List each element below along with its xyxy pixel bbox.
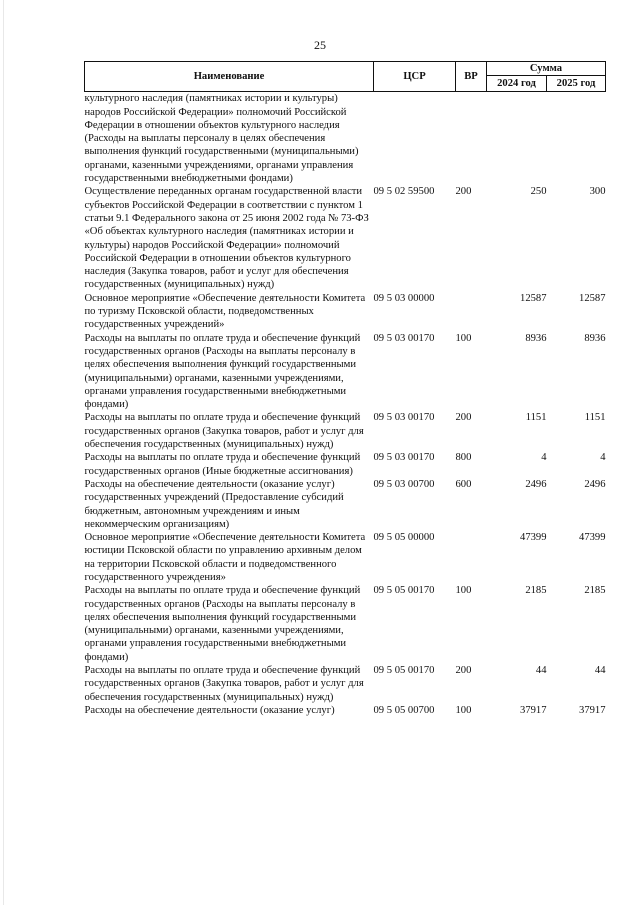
table-row — [85, 292, 606, 332]
row-csr-cell: 09 5 05 00170 — [373, 585, 435, 597]
row-csr-cell: 09 5 03 00170 — [373, 452, 435, 464]
row-name-cell: Основное мероприятие «Обеспечение деятельности Комитета юстиции Псковской области по управлению архивным делом на территории Псковской области и подведомственного государственного учреждения» — [84, 532, 366, 583]
row-amount-2025-cell: 2496 — [584, 478, 606, 490]
row-csr-cell — [374, 92, 456, 186]
row-amount-2024-cell: 44 — [535, 665, 547, 677]
row-vr-cell: 100 — [455, 585, 472, 597]
row-csr-cell: 09 5 03 00170 — [373, 332, 435, 344]
row-vr-cell — [456, 292, 487, 332]
row-amount-2024-cell: 8936 — [525, 332, 547, 344]
row-vr-cell — [456, 92, 487, 186]
row-csr-cell: 09 5 05 00700 — [373, 704, 435, 716]
row-amount-2025-cell: 300 — [589, 186, 606, 198]
row-csr-cell: 09 5 02 59500 — [373, 186, 435, 198]
row-amount-2024-cell: 12587 — [520, 292, 547, 304]
row-name-cell: Расходы на выплаты по оплате труда и обеспечение функций государственных органов (Иные бюджетные ассигнования) — [84, 452, 361, 477]
row-name-cell: Осуществление переданных органам государственной власти субъектов Российской Федерации в соответствии с пунктом 1 статьи 9.1 Федерального закона от 25 июня 2002 года № 73-ФЗ «Об объектах культурного наследия (памятниках истории и культуры) народов Российской Федерации» полномочий Российской Федерации в отношении объектов культурного наследия (Закупка товаров, работ и услуг для обеспечения государственных (муниципальных) нужд) — [84, 186, 369, 291]
row-amount-2025-cell: 1151 — [584, 412, 606, 424]
row-vr-cell: 200 — [455, 412, 472, 424]
row-name-cell: культурного наследия (памятниках истории и культуры) народов Российской Федерации» полномочий Российской Федерации в отношении объектов культурного наследия (Расходы на выплаты персоналу в целях обеспечения выполнения функций государственными (муниципальными) органами, казенными учреждениями, органами управления государственными внебюджетными фондами) — [84, 93, 359, 185]
table-row — [85, 185, 606, 291]
row-vr-cell: 200 — [455, 665, 472, 677]
table-header — [85, 62, 606, 92]
row-amount-2024-cell: 2496 — [525, 478, 547, 490]
header-vr: ВР — [456, 62, 487, 92]
row-name-cell: Расходы на обеспечение деятельности (оказание услуг) государственных учреждений (Предоставление субсидий бюджетным, автономным учреждениям и иным некоммерческим организациям) — [84, 478, 344, 530]
row-amount-2024-cell — [487, 92, 547, 186]
table-row — [85, 92, 606, 186]
row-amount-2025-cell: 12587 — [579, 292, 606, 304]
row-name-cell: Основное мероприятие «Обеспечение деятельности Комитета по туризму Псковской области, подведомственных государственных учреждений» — [84, 292, 366, 331]
header-sum: Сумма — [487, 62, 606, 76]
header-year-2025: 2025 год — [547, 76, 606, 92]
row-amount-2025-cell: 8936 — [584, 332, 606, 344]
table-body — [85, 92, 606, 717]
row-vr-cell — [456, 531, 487, 584]
table-row — [85, 704, 606, 717]
row-name-cell: Расходы на выплаты по оплате труда и обеспечение функций государственных органов (Расходы на выплаты персоналу в целях обеспечения выполнения функций государственными (муниципальными) органами, казенными учреждениями, органами управления государственными внебюджетными фондами) — [84, 585, 361, 663]
header-year-2024: 2024 год — [487, 76, 547, 92]
row-vr-cell: 100 — [455, 332, 472, 344]
row-csr-cell: 09 5 05 00170 — [373, 665, 435, 677]
row-amount-2024-cell: 250 — [530, 186, 547, 198]
budget-table — [84, 61, 606, 717]
table-row — [85, 531, 606, 584]
row-amount-2024-cell: 1151 — [525, 412, 547, 424]
row-vr-cell: 100 — [455, 704, 472, 716]
table-row — [85, 411, 606, 451]
table-row — [85, 664, 606, 704]
row-vr-cell: 200 — [455, 186, 472, 198]
row-csr-cell: 09 5 03 00700 — [373, 478, 435, 490]
row-amount-2025-cell: 37917 — [579, 704, 606, 716]
row-csr-cell: 09 5 03 00000 — [373, 292, 435, 304]
row-name-cell: Расходы на выплаты по оплате труда и обеспечение функций государственных органов (Расходы на выплаты персоналу в целях обеспечения выполнения функций государственными (муниципальными) органами, казенными учреждениями, органами управления государственными внебюджетными фондами) — [84, 332, 361, 411]
table-row — [85, 332, 606, 412]
row-vr-cell: 800 — [455, 452, 472, 464]
row-amount-2025-cell — [547, 92, 606, 186]
header-csr: ЦСР — [374, 62, 456, 92]
row-name-cell: Расходы на выплаты по оплате труда и обеспечение функций государственных органов (Закупка товаров, работ и услуг для обеспечения государственных (муниципальных) нужд) — [84, 665, 364, 703]
row-vr-cell: 600 — [455, 478, 472, 490]
page-number: 25 — [314, 38, 326, 52]
row-amount-2024-cell: 37917 — [520, 704, 547, 716]
row-amount-2025-cell: 2185 — [584, 585, 606, 597]
row-csr-cell: 09 5 05 00000 — [373, 532, 435, 544]
row-amount-2025-cell: 44 — [594, 665, 606, 677]
table-row — [85, 451, 606, 478]
row-amount-2025-cell: 4 — [600, 452, 606, 464]
row-amount-2024-cell: 2185 — [525, 585, 547, 597]
row-amount-2024-cell: 4 — [541, 452, 547, 464]
table-row — [85, 584, 606, 664]
row-amount-2024-cell: 47399 — [520, 532, 547, 544]
row-name-cell: Расходы на обеспечение деятельности (оказание услуг) — [84, 704, 335, 716]
row-csr-cell: 09 5 03 00170 — [373, 412, 435, 424]
row-amount-2025-cell: 47399 — [579, 532, 606, 544]
table-row — [85, 478, 606, 531]
header-name: Наименование — [85, 62, 374, 92]
scan-edge-line — [3, 0, 4, 905]
row-name-cell: Расходы на выплаты по оплате труда и обеспечение функций государственных органов (Закупка товаров, работ и услуг для обеспечения государственных (муниципальных) нужд) — [84, 412, 364, 451]
